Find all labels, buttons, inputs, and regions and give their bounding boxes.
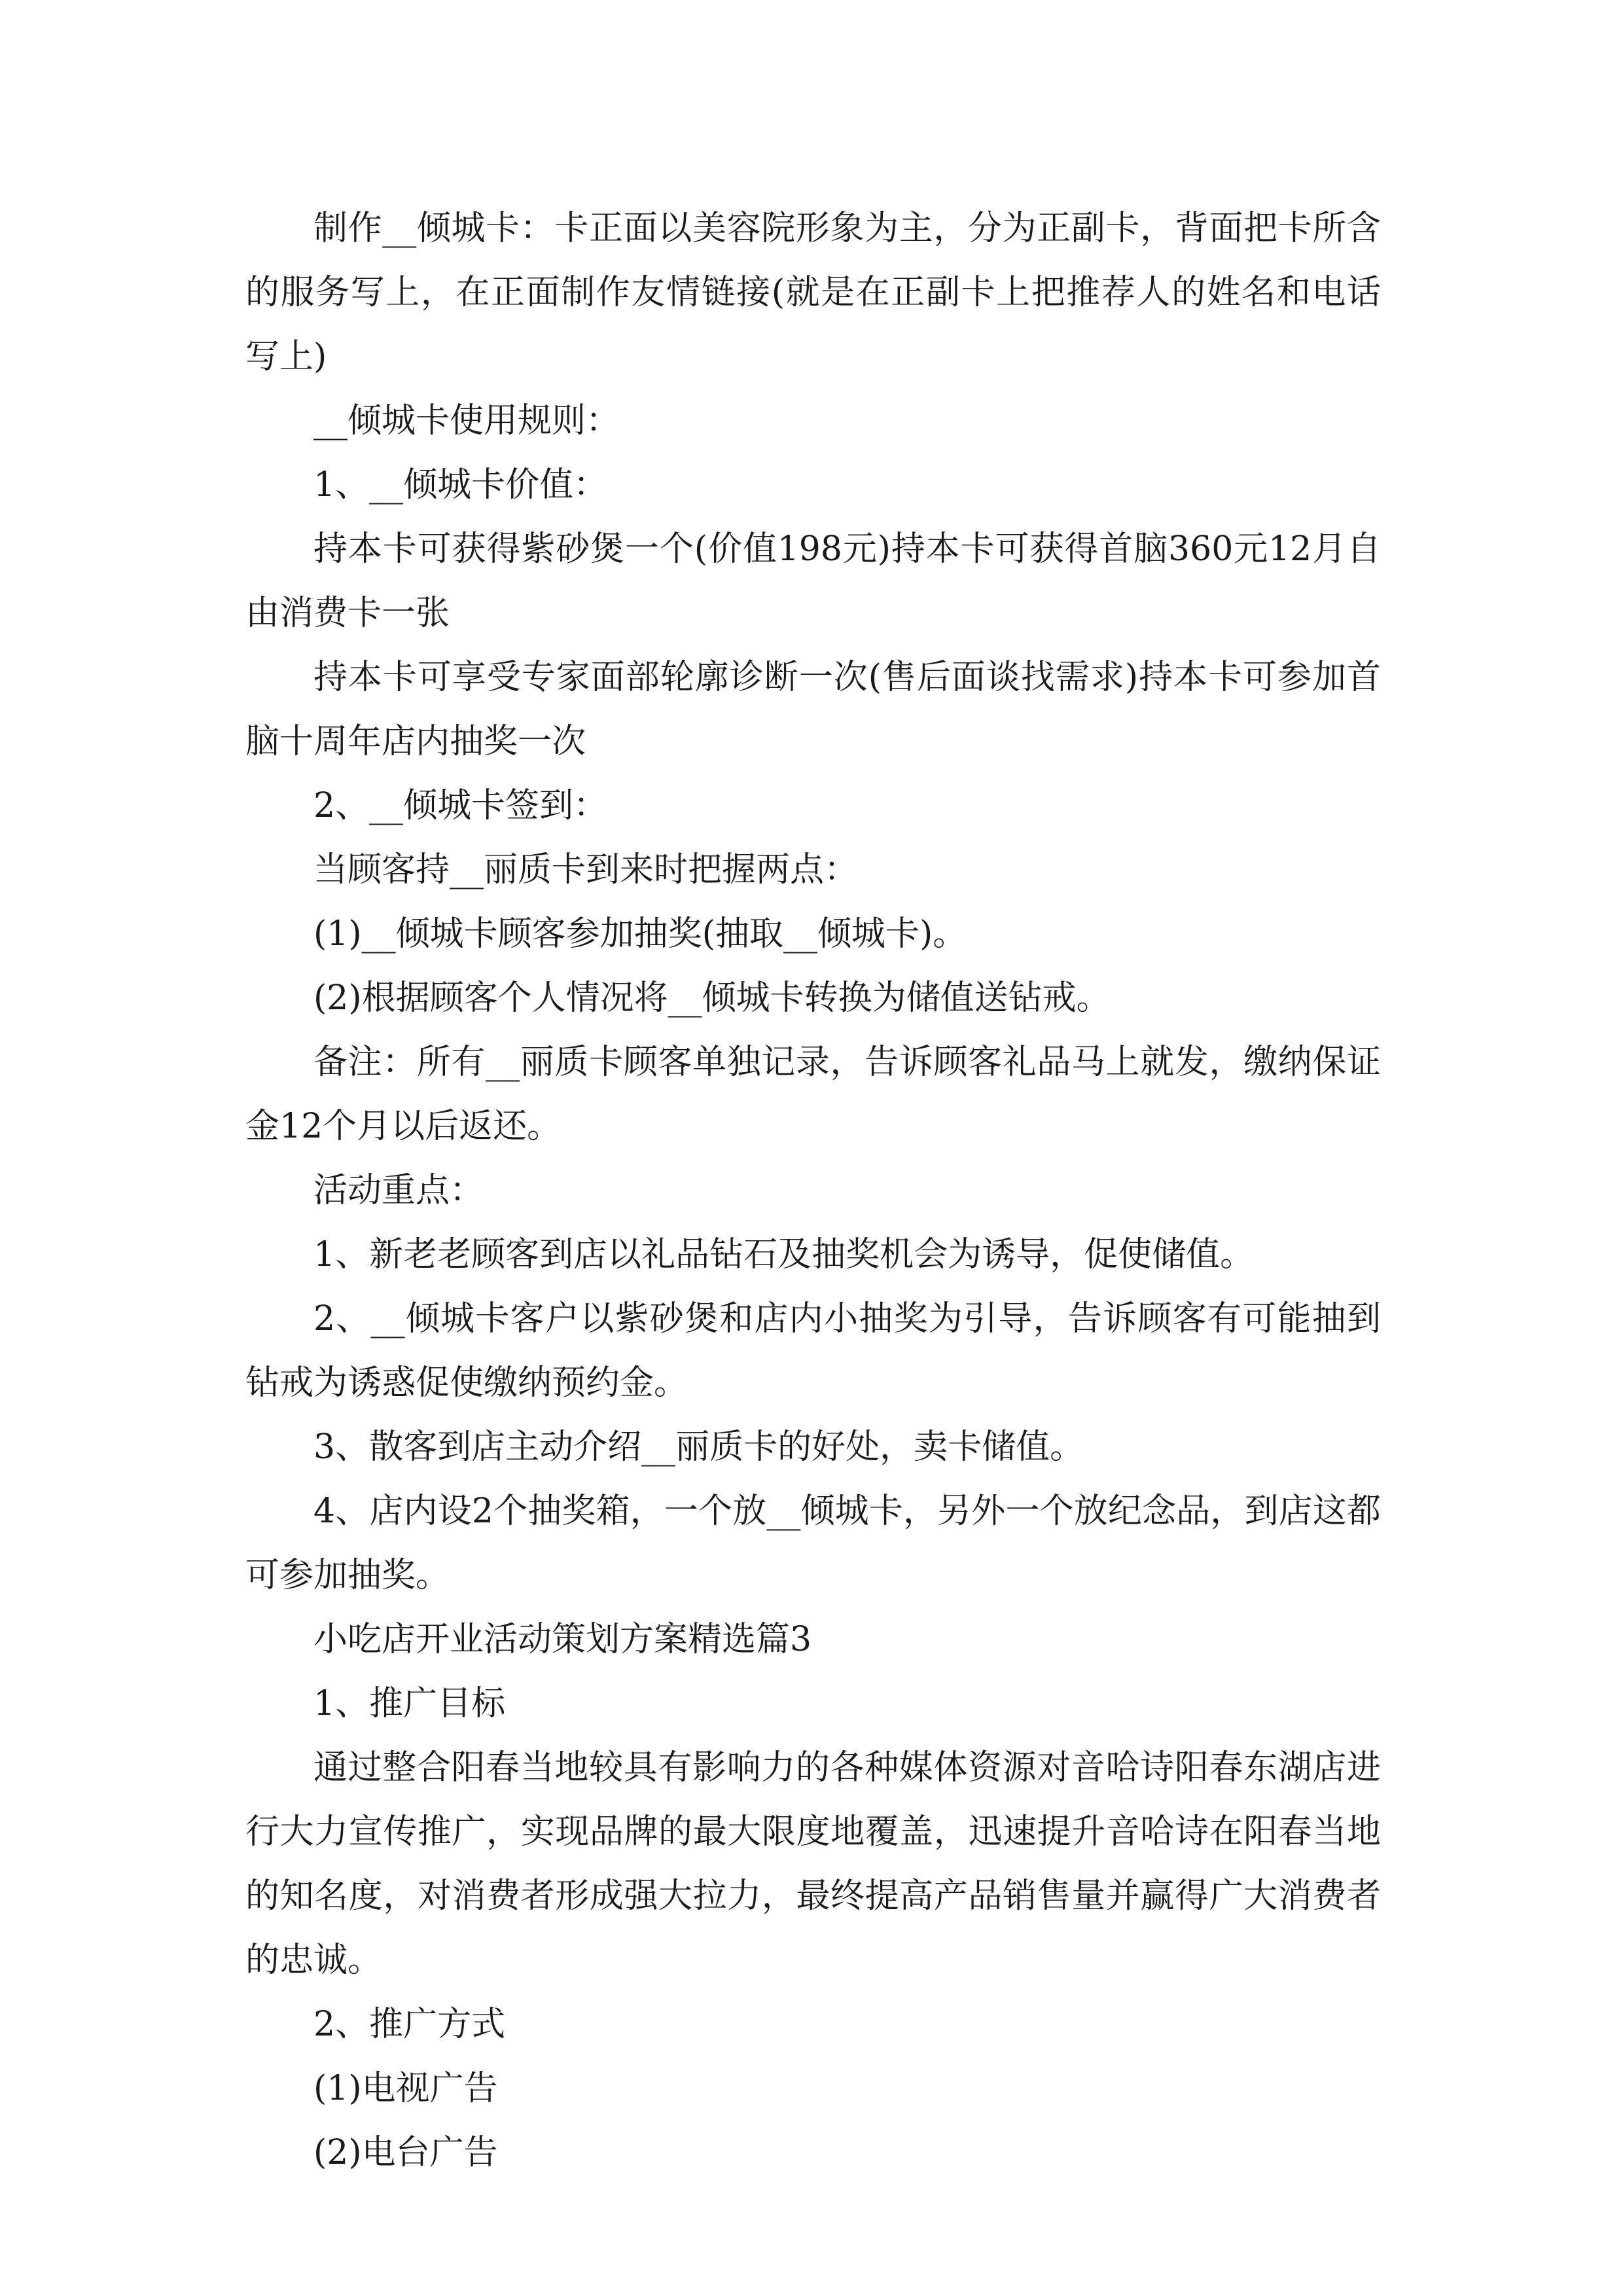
paragraph-card-value-1: 持本卡可获得紫砂煲一个(价值198元)持本卡可获得首脑360元12月自由消费卡一张: [245, 529, 1381, 633]
paragraph-checkin-point-1: (1)__倾城卡顾客参加抽奖(抽取__倾城卡)。: [313, 914, 967, 954]
paragraph-note: 备注：所有__丽质卡顾客单独记录，告诉顾客礼品马上就发，缴纳保证金12个月以后返还。: [245, 1043, 1381, 1146]
paragraph-promo-method-radio: (2)电台广告: [313, 2133, 498, 2172]
paragraph-checkin-heading: 2、__倾城卡签到：: [313, 786, 608, 825]
paragraph-key-point-1: 1、新老老顾客到店以礼品钻石及抽奖机会为诱导，促使储值。: [313, 1235, 1255, 1274]
paragraph-card-design: 制作__倾城卡：卡正面以美容院形象为主，分为正副卡，背面把卡所含的服务写上，在正面制作友情链接(就是在正副卡上把推荐人的姓名和电话写上): [245, 209, 1381, 376]
paragraph-key-point-2: 2、__倾城卡客户以紫砂煲和店内小抽奖为引导，告诉顾客有可能抽到钻戒为诱惑促使缴纳预约金。: [245, 1299, 1381, 1403]
paragraph-checkin-point-2: (2)根据顾客个人情况将__倾城卡转换为储值送钻戒。: [313, 978, 1111, 1018]
paragraph-promo-goal-heading: 1、推广目标: [313, 1684, 506, 1723]
paragraph-promo-method-heading: 2、推广方式: [313, 2005, 506, 2044]
paragraph-promo-method-tv: (1)电视广告: [313, 2069, 498, 2108]
paragraph-section-title: 小吃店开业活动策划方案精选篇3: [313, 1620, 812, 1659]
paragraph-usage-rules-heading: __倾城卡使用规则：: [313, 401, 620, 440]
document-body: [245, 196, 1381, 2185]
paragraph-card-value-2: 持本卡可享受专家面部轮廓诊断一次(售后面谈找需求)持本卡可参加首脑十周年店内抽奖一次: [245, 658, 1381, 761]
paragraph-key-point-4: 4、店内设2个抽奖箱，一个放__倾城卡，另外一个放纪念品，到店这都可参加抽奖。: [245, 1492, 1381, 1595]
paragraph-key-points-heading: 活动重点：: [313, 1171, 484, 1210]
paragraph-promo-goal-body: 通过整合阳春当地较具有影响力的各种媒体资源对音哈诗阳春东湖店进行大力宣传推广，实现品牌的最大限度地覆盖，迅速提升音哈诗在阳春当地的知名度，对消费者形成强大拉力，最终提高产品销售量并赢得广大消费者的忠诚。: [245, 1748, 1381, 1980]
paragraph-checkin-intro: 当顾客持__丽质卡到来时把握两点：: [313, 850, 859, 889]
paragraph-key-point-3: 3、散客到店主动介绍__丽质卡的好处，卖卡储值。: [313, 1427, 1084, 1467]
paragraph-card-value-heading: 1、__倾城卡价值：: [313, 465, 608, 505]
